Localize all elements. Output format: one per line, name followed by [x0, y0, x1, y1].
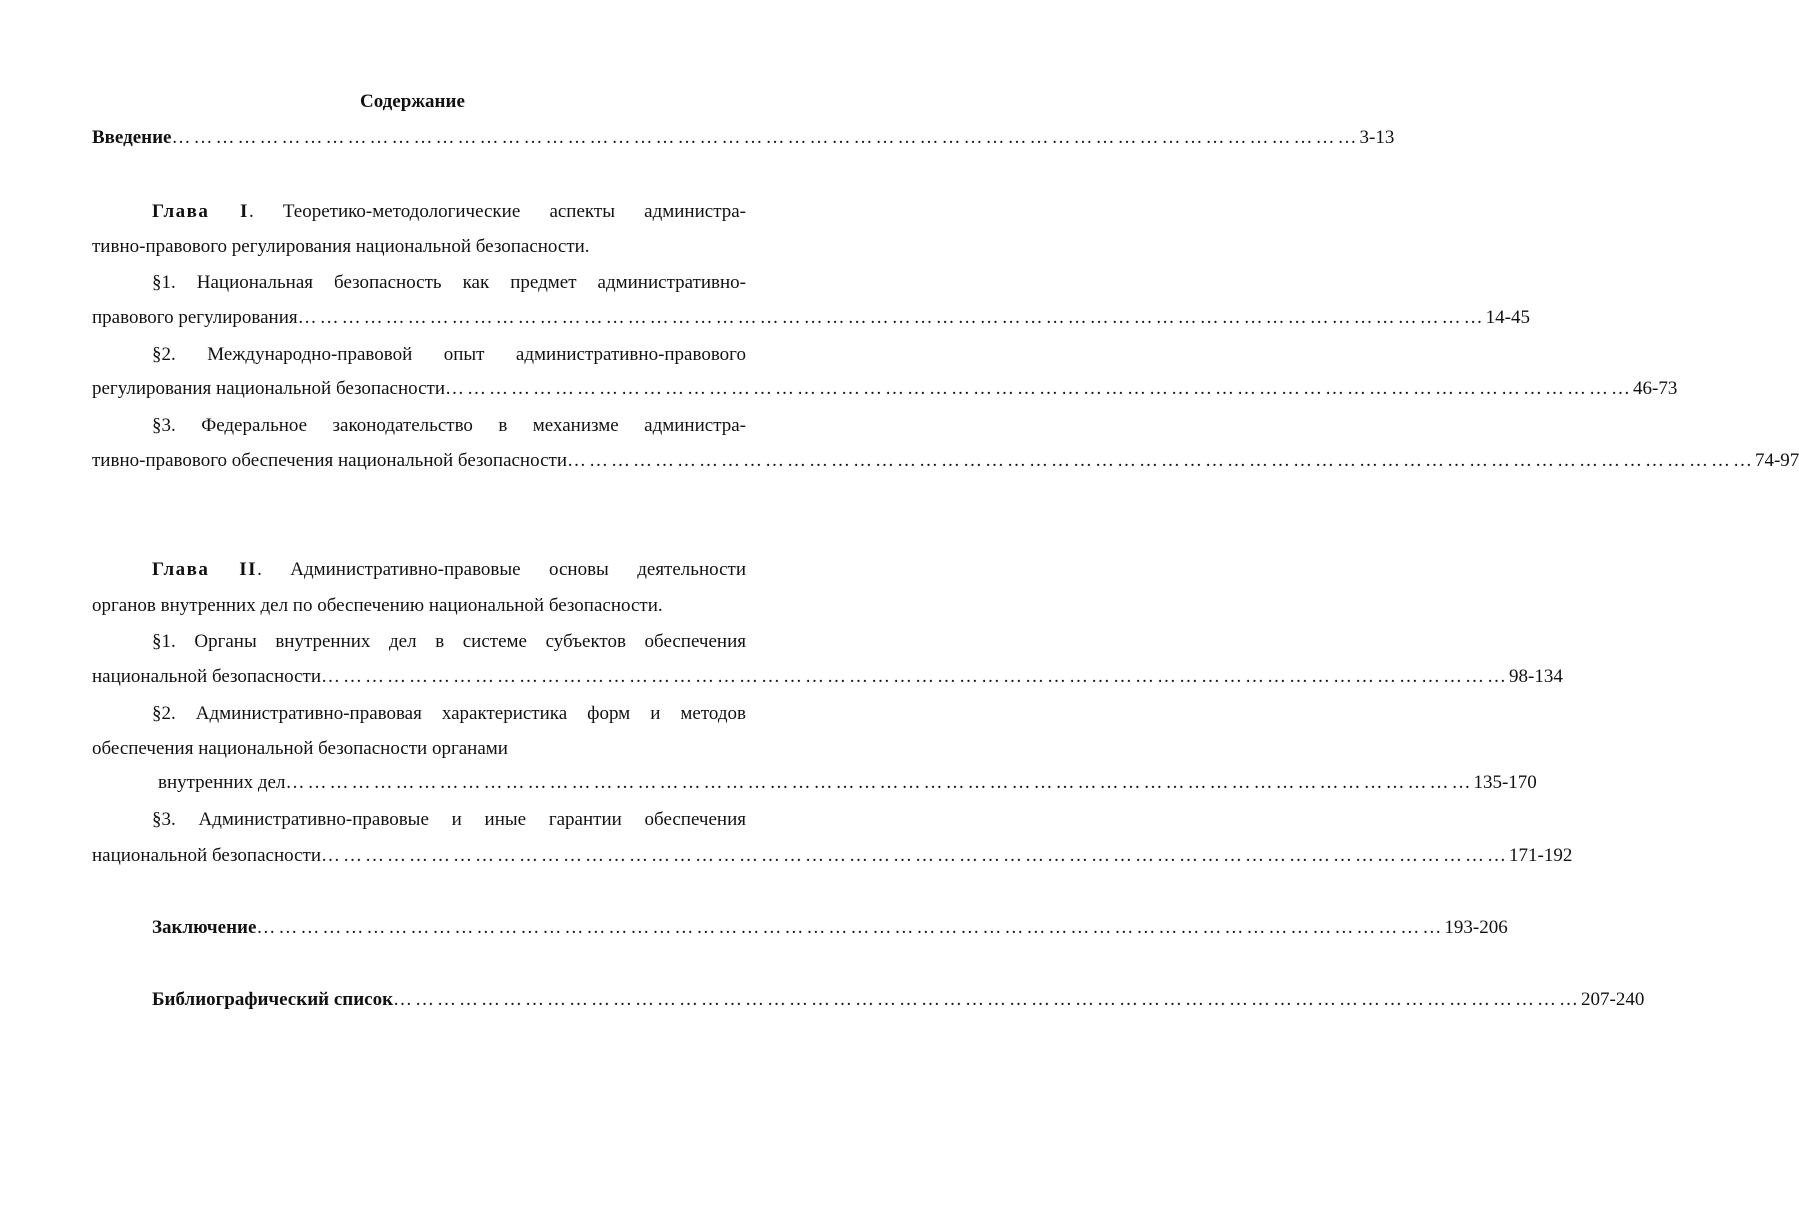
toc-entry-bibliography: [152, 988, 1645, 1012]
toc-bibliography-pages: 207-240: [1581, 989, 1645, 1010]
toc-ch2-s1-pages: 98-134: [1509, 666, 1563, 687]
toc-ch1-s3-line2: [92, 449, 1799, 473]
toc-chapter1-title-part2: тивно-правового регулирования национальной безопасности.: [92, 236, 590, 257]
toc-entry-conclusion: [152, 916, 1508, 940]
toc-chapter2-title-part1: . Административно-правовые основы деятельности: [257, 559, 746, 580]
toc-dot-leader: ………………………………………………………………………………………………………………………………………………: [321, 845, 1509, 866]
toc-ch1-s1-pages: 14-45: [1485, 307, 1530, 328]
toc-ch1-s1-line1: §1. Национальная безопасность как предмет административно-: [152, 272, 746, 293]
toc-chapter2-prefix: Глава II: [152, 559, 258, 580]
toc-dot-leader: ………………………………………………………………………………………………………………………………………………: [297, 307, 1486, 328]
toc-chapter2-line1: [152, 558, 746, 582]
toc-ch2-s1-line1: §1. Органы внутренних дел в системе субъектов обеспечения: [152, 631, 746, 652]
toc-chapter1-prefix: Глава I: [152, 201, 249, 222]
toc-ch1-s1-text: правового регулирования: [92, 307, 298, 328]
toc-dot-leader: ………………………………………………………………………………………………………………………………………………: [256, 917, 1445, 938]
toc-ch2-s2-text: внутренних дел: [158, 772, 286, 793]
toc-ch1-s2-pages: 46-73: [1633, 378, 1678, 399]
toc-dot-leader: ………………………………………………………………………………………………………………………………………………: [393, 989, 1582, 1010]
toc-intro-label: Введение: [92, 127, 172, 148]
toc-dot-leader: ………………………………………………………………………………………………………………………………………………: [321, 666, 1509, 687]
toc-intro-pages: 3-13: [1359, 127, 1395, 148]
toc-ch1-s2-text: регулирования национальной безопасности: [92, 378, 446, 399]
toc-ch2-s2-pages: 135-170: [1473, 772, 1537, 793]
toc-ch1-s3-pages: 74-97: [1754, 450, 1799, 471]
toc-ch2-s3-pages: 171-192: [1509, 845, 1573, 866]
toc-ch1-s2-line1: §2. Международно-правовой опыт административно-правового: [152, 344, 746, 365]
toc-ch2-s2-line3: [158, 771, 1537, 795]
toc-ch2-s2-line2: обеспечения национальной безопасности органами: [92, 738, 508, 759]
toc-chapter1-title-part1: . Теоретико-методологические аспекты администра-: [248, 201, 746, 222]
toc-chapter2-title-part2: органов внутренних дел по обеспечению национальной безопасности.: [92, 595, 663, 616]
toc-ch1-s3-line1: §3. Федеральное законодательство в механизме администра-: [152, 415, 746, 436]
toc-ch2-s3-line1: §3. Административно-правовые и иные гарантии обеспечения: [152, 809, 746, 830]
toc-conclusion-pages: 193-206: [1444, 917, 1508, 938]
toc-dot-leader: ………………………………………………………………………………………………………………………………………………: [445, 378, 1634, 399]
toc-ch2-s1-text: национальной безопасности: [92, 666, 321, 687]
toc-entry-intro: [92, 126, 1395, 150]
toc-chapter1-line1: [152, 200, 746, 224]
toc-ch1-s2-line2: [92, 377, 1678, 401]
toc-dot-leader: ………………………………………………………………………………………………………………………………………………: [171, 127, 1360, 148]
toc-ch1-s3-text: тивно-правового обеспечения национальной безопасности: [92, 450, 567, 471]
toc-ch1-s1-line2: [92, 306, 1530, 330]
toc-dot-leader: ………………………………………………………………………………………………………………………………………………: [566, 450, 1755, 471]
toc-bibliography-label: Библиографический список: [152, 989, 394, 1010]
toc-ch2-s1-line2: [92, 665, 1563, 689]
toc-dot-leader: ………………………………………………………………………………………………………………………………………………: [285, 772, 1474, 793]
toc-ch2-s3-line2: [92, 844, 1573, 868]
toc-ch2-s3-text: национальной безопасности: [92, 845, 321, 866]
toc-ch2-s2-line1: §2. Административно-правовая характеристика форм и методов: [152, 703, 746, 724]
toc-conclusion-label: Заключение: [152, 917, 257, 938]
toc-heading: Содержание: [360, 91, 465, 112]
